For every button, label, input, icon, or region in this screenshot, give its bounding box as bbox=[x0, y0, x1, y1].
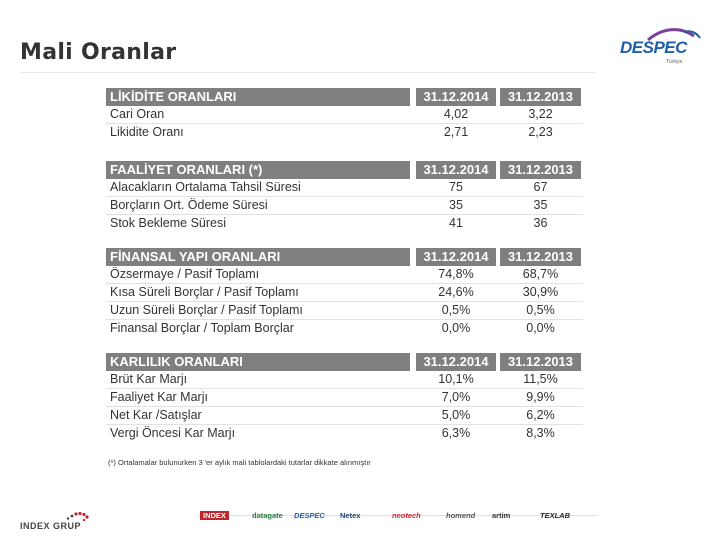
despec-logo bbox=[620, 28, 702, 70]
section-financial-structure bbox=[106, 248, 583, 337]
table-row bbox=[106, 302, 583, 320]
table-row bbox=[106, 266, 583, 284]
value-2013: 30,9% bbox=[522, 285, 559, 299]
row-label: Brüt Kar Marjı bbox=[110, 372, 188, 386]
row-label: Alacakların Ortalama Tahsil Süresi bbox=[110, 180, 301, 194]
column-header-2013: 31.12.2013 bbox=[500, 353, 581, 371]
column-header-2014: 31.12.2014 bbox=[416, 248, 496, 266]
value-2013: 2,23 bbox=[528, 125, 553, 139]
column-header-2014: 31.12.2014 bbox=[416, 88, 496, 106]
table-row bbox=[106, 425, 583, 442]
value-2014: 7,0% bbox=[441, 390, 471, 404]
section-header bbox=[106, 88, 583, 106]
ratios-tables bbox=[106, 88, 583, 450]
index-grup-text: INDEX GRUP bbox=[20, 521, 82, 531]
value-2013: 11,5% bbox=[523, 372, 558, 386]
table-row bbox=[106, 106, 583, 124]
row-label: Faaliyet Kar Marjı bbox=[110, 390, 208, 404]
brand-texlab-logo: TEXLAB bbox=[540, 511, 570, 520]
row-label: Finansal Borçlar / Toplam Borçlar bbox=[110, 321, 294, 335]
value-2014: 0,5% bbox=[441, 303, 471, 317]
table-row bbox=[106, 215, 583, 232]
row-label: Stok Bekleme Süresi bbox=[110, 216, 227, 230]
row-label: Likidite Oranı bbox=[110, 125, 184, 139]
footnote: (*) Ortalamalar bulunurken 3 'er aylık mali tablolardaki tutarlar dikkate alınmıştır bbox=[108, 458, 371, 467]
column-header-2014: 31.12.2014 bbox=[416, 161, 496, 179]
value-2014: 41 bbox=[449, 216, 463, 230]
header-divider bbox=[20, 72, 596, 73]
value-2014: 75 bbox=[449, 180, 463, 194]
column-header-2013: 31.12.2013 bbox=[500, 88, 581, 106]
value-2013: 0,0% bbox=[526, 321, 555, 335]
value-2014: 35 bbox=[449, 198, 463, 212]
row-label: Net Kar /Satışlar bbox=[110, 408, 202, 422]
section-title: FAALİYET ORANLARI (*) bbox=[106, 161, 410, 179]
brand-datagate-logo: datagate bbox=[252, 511, 283, 520]
value-2014: 10,1% bbox=[438, 372, 474, 386]
row-label: Özsermaye / Pasif Toplamı bbox=[110, 267, 260, 281]
section-header bbox=[106, 248, 583, 266]
value-2014: 0,0% bbox=[441, 321, 471, 335]
table-row bbox=[106, 284, 583, 302]
index-grup-logo bbox=[20, 511, 100, 535]
section-title: FİNANSAL YAPI ORANLARI bbox=[106, 248, 410, 266]
section-activity bbox=[106, 161, 583, 232]
value-2013: 8,3% bbox=[526, 426, 555, 440]
row-label: Borçların Ort. Ödeme Süresi bbox=[110, 198, 268, 212]
footer-logos bbox=[0, 505, 720, 540]
row-label: Cari Oran bbox=[110, 107, 165, 121]
table-row bbox=[106, 320, 583, 337]
value-2013: 6,2% bbox=[526, 408, 555, 422]
brand-netex-logo: Netex bbox=[340, 511, 361, 520]
section-title: LİKİDİTE ORANLARI bbox=[106, 88, 410, 106]
section-liquidity bbox=[106, 88, 583, 141]
table-row bbox=[106, 197, 583, 215]
brand-artim-logo: artim bbox=[492, 511, 511, 520]
section-profitability bbox=[106, 353, 583, 442]
value-2013: 3,22 bbox=[528, 107, 553, 121]
value-2014: 5,0% bbox=[441, 408, 471, 422]
value-2013: 36 bbox=[533, 216, 548, 230]
value-2014: 6,3% bbox=[441, 426, 471, 440]
brand-index-logo: INDEX bbox=[200, 511, 229, 520]
brand-homend-logo: homend bbox=[446, 511, 476, 520]
section-header bbox=[106, 353, 583, 371]
value-2014: 74,8% bbox=[438, 267, 474, 281]
value-2013: 67 bbox=[533, 180, 548, 194]
column-header-2013: 31.12.2013 bbox=[500, 248, 581, 266]
value-2013: 0,5% bbox=[526, 303, 555, 317]
row-label: Vergi Öncesi Kar Marjı bbox=[110, 426, 236, 440]
section-header bbox=[106, 161, 583, 179]
table-row bbox=[106, 179, 583, 197]
despec-logo-subtitle: Türkiye bbox=[666, 59, 683, 65]
value-2013: 9,9% bbox=[526, 390, 555, 404]
brand-neotech-logo: neotech bbox=[392, 511, 421, 520]
value-2014: 24,6% bbox=[438, 285, 474, 299]
value-2014: 2,71 bbox=[443, 125, 469, 139]
section-title: KARLILIK ORANLARI bbox=[106, 353, 410, 371]
table-row bbox=[106, 389, 583, 407]
value-2013: 35 bbox=[533, 198, 548, 212]
table-row bbox=[106, 407, 583, 425]
page-title: Mali Oranlar bbox=[20, 40, 177, 65]
row-label: Uzun Süreli Borçlar / Pasif Toplamı bbox=[110, 303, 303, 317]
column-header-2013: 31.12.2013 bbox=[500, 161, 581, 179]
column-header-2014: 31.12.2014 bbox=[416, 353, 496, 371]
table-row bbox=[106, 371, 583, 389]
table-row bbox=[106, 124, 583, 141]
value-2014: 4,02 bbox=[443, 107, 469, 121]
brand-despec-logo: DESPEC bbox=[294, 511, 325, 520]
despec-logo-text: DESPEC bbox=[620, 38, 687, 57]
row-label: Kısa Süreli Borçlar / Pasif Toplamı bbox=[110, 285, 299, 299]
value-2013: 68,7% bbox=[522, 267, 559, 281]
